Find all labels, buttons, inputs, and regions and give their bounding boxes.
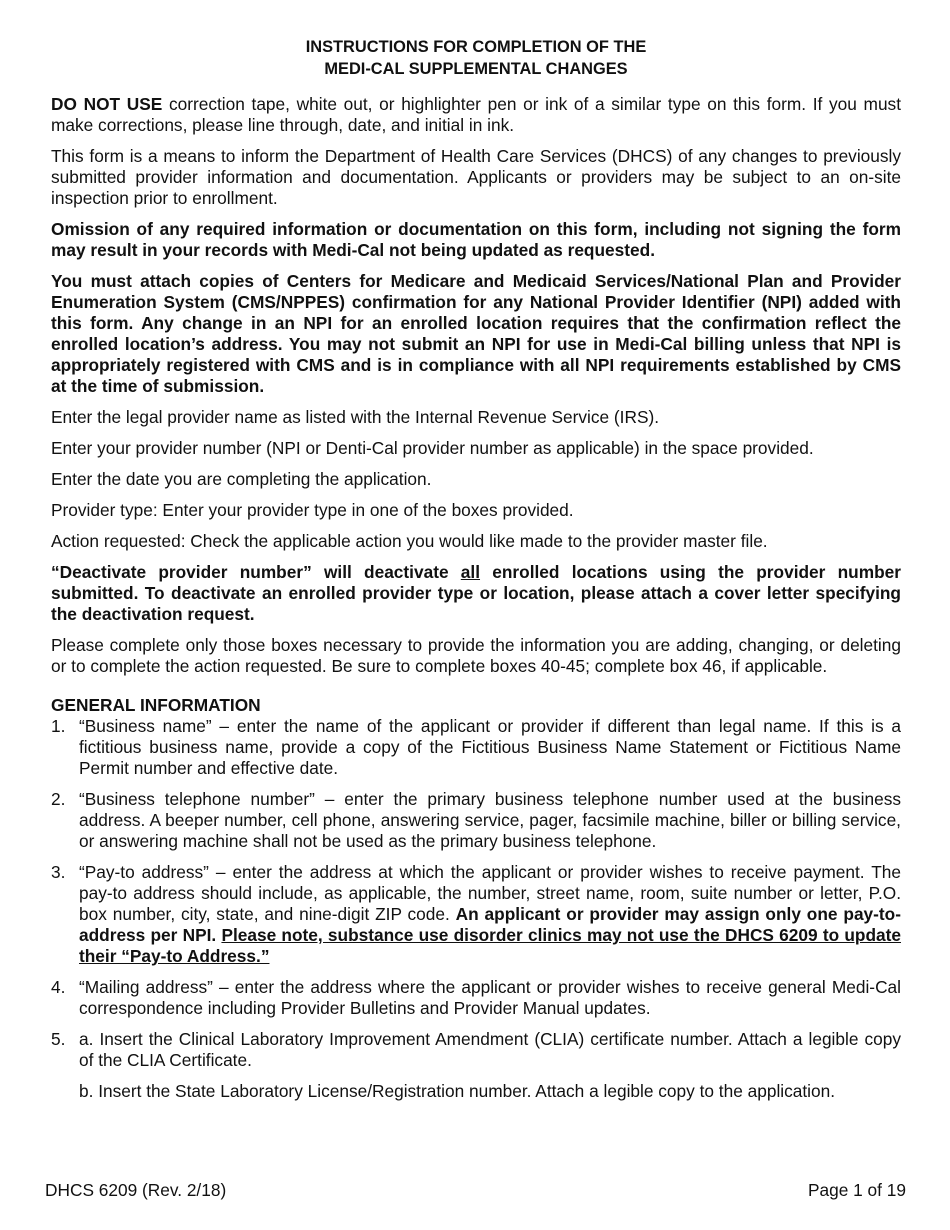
page-title <box>51 36 901 80</box>
title-line-1: INSTRUCTIONS FOR COMPLETION OF THE <box>305 38 647 56</box>
omission-warning: Omission of any required information or documentation on this form, including not signing the form may result in your records with Medi-Cal not being updated as requested. <box>51 219 901 260</box>
do-not-use-label: DO NOT USE <box>51 94 163 114</box>
deactivate-warning-all: all <box>460 562 481 582</box>
list-item-number: 1. <box>51 716 66 736</box>
list-item-bold-text: An applicant or provider may assign only one pay-to-address per NPI. <box>79 904 901 945</box>
form-id: DHCS 6209 (Rev. 2/18) <box>45 1180 227 1200</box>
list-item-bold-underline-text: Please note, substance use disorder clinics may not use the DHCS 6209 to update their “Pay-to Address.” <box>79 925 901 966</box>
list-item-subtext: b. Insert the State Laboratory License/Registration number. Attach a legible copy to the application. <box>79 1081 836 1101</box>
page-footer <box>45 1180 906 1201</box>
list-item-number: 5. <box>51 1029 66 1049</box>
list-item <box>51 862 901 967</box>
general-information-list <box>51 716 901 1102</box>
instruction-provider-number: Enter your provider number (NPI or Denti-Cal provider number as applicable) in the space provided. <box>51 438 814 458</box>
list-item <box>51 977 901 1019</box>
list-item-text: “Mailing address” – enter the address where the applicant or provider wishes to receive general Medi-Cal correspondence including Provider Bulletins and Provider Manual updates. <box>79 977 901 1018</box>
deactivate-warning-a: “Deactivate provider number” will deactivate <box>51 562 461 582</box>
instruction-legal-name: Enter the legal provider name as listed with the Internal Revenue Service (IRS). <box>51 407 660 427</box>
instruction-date: Enter the date you are completing the application. <box>51 469 432 489</box>
list-item-number: 4. <box>51 977 66 997</box>
list-item-text: “Business name” – enter the name of the applicant or provider if different than legal name. If this is a fictitious business name, provide a copy of the Fictitious Business Name Statement or Fictitious Name Permit number and effective date. <box>79 716 901 778</box>
npi-requirement: You must attach copies of Centers for Medicare and Medicaid Services/National Plan and Provider Enumeration System (CMS/NPPES) confirmation for any National Provider Identifier (NPI) added with this form. Any change in an NPI for an enrolled location requires that the confirmation reflect the enrolled location’s address. You may not submit an NPI for use in Medi-Cal billing unless that NPI is appropriately registered with CMS and is in compliance with all NPI requirements established by CMS at the time of submission. <box>51 271 901 396</box>
intro-paragraph-1 <box>51 94 901 136</box>
list-item <box>51 1029 901 1102</box>
intro-paragraph-1-text: correction tape, white out, or highlighter pen or ink of a similar type on this form. If you must make corrections, please line through, date, and initial in ink. <box>51 94 901 135</box>
deactivate-warning <box>51 562 901 625</box>
instruction-provider-type: Provider type: Enter your provider type in one of the boxes provided. <box>51 500 574 520</box>
instruction-action-requested: Action requested: Check the applicable action you would like made to the provider master file. <box>51 531 768 551</box>
list-item-number: 2. <box>51 789 66 809</box>
document-page <box>51 36 901 1112</box>
title-line-2: MEDI-CAL SUPPLEMENTAL CHANGES <box>324 60 628 78</box>
list-item <box>51 716 901 779</box>
intro-paragraph-2: This form is a means to inform the Department of Health Care Services (DHCS) of any changes to previously submitted provider information and documentation. Applicants or providers may be subject to an on-site inspection prior to enrollment. <box>51 146 901 208</box>
list-item <box>51 789 901 852</box>
list-item-text: “Business telephone number” – enter the primary business telephone number used at the business address. A beeper number, cell phone, answering service, pager, facsimile machine, biller or billing service, or answering machine shall not be used as the primary business telephone. <box>79 789 901 851</box>
section-heading: GENERAL INFORMATION <box>51 695 261 715</box>
deactivate-warning-b: enrolled locations using the provider number submitted. To deactivate an enrolled provider type or location, please attach a cover letter specifying the deactivation request. <box>51 562 901 624</box>
list-item-text: a. Insert the Clinical Laboratory Improvement Amendment (CLIA) certificate number. Attach a legible copy of the CLIA Certificate. <box>79 1029 901 1070</box>
list-item-text: “Pay-to address” – enter the address at which the applicant or provider wishes to receive payment. The pay-to address should include, as applicable, the number, street name, room, suite number or letter, P.O. box number, city, state, and nine-digit ZIP code. <box>79 862 901 924</box>
instruction-complete-boxes: Please complete only those boxes necessary to provide the information you are adding, changing, or deleting or to complete the action requested. Be sure to complete boxes 40-45; complete box 46, if applicable. <box>51 635 901 676</box>
page-number: Page 1 of 19 <box>807 1180 906 1200</box>
list-item-number: 3. <box>51 862 66 882</box>
